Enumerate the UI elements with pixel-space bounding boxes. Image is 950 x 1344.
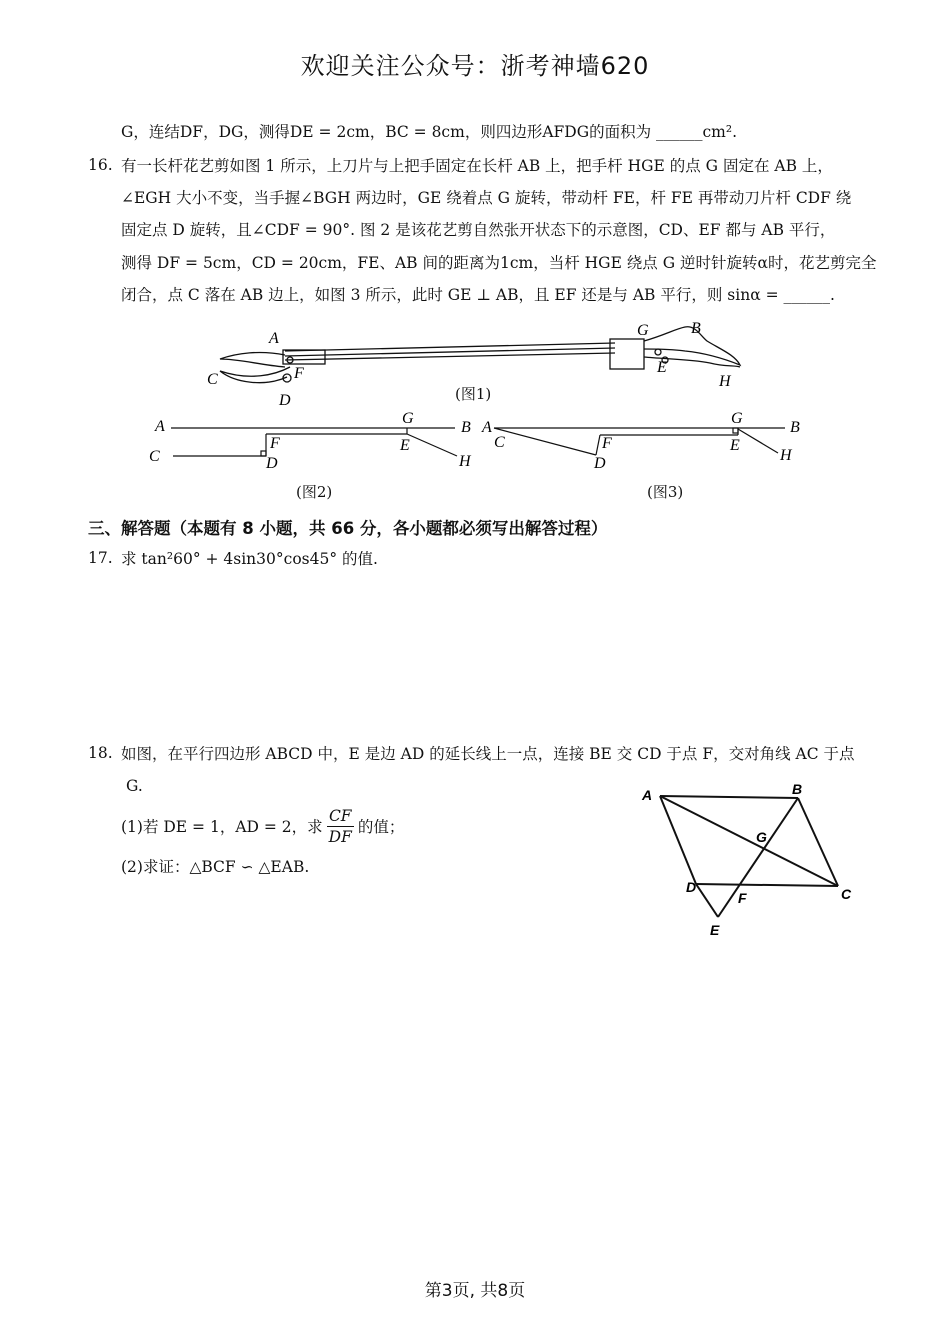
q18-number: 18. bbox=[88, 744, 113, 762]
fig1-label-D: D bbox=[279, 392, 291, 409]
q18-fraction bbox=[327, 806, 354, 847]
page-number-footer: 第3页, 共8页 bbox=[424, 1281, 526, 1301]
fig3-caption: (图3) bbox=[647, 483, 684, 501]
fig2-label-E: E bbox=[400, 437, 410, 454]
q18-fig-label-C: C bbox=[841, 886, 852, 902]
fig1-label-E: E bbox=[657, 359, 667, 376]
fig3-label-F: F bbox=[602, 435, 612, 452]
q18-part1-suffix: 的值； bbox=[357, 817, 405, 836]
fig3-label-A: A bbox=[482, 419, 492, 436]
fig2-label-F: F bbox=[270, 435, 280, 452]
fig1-label-G: G bbox=[637, 322, 649, 339]
q18-fig-label-B: B bbox=[792, 782, 803, 797]
q18-fraction-denominator: DF bbox=[328, 828, 352, 846]
fig1-label-F: F bbox=[294, 365, 304, 382]
q16-line-4: 测得 DF = 5cm，CD = 20cm，FE、AB 间的距离为1cm，当杆 HGE 绕点 G 逆时针旋转α时，花艺剪完全 bbox=[121, 254, 877, 272]
fig3-label-H: H bbox=[780, 447, 792, 464]
q16-line-1: 有一长杆花艺剪如图 1 所示，上刀片与上把手固定在长杆 AB 上，把手杆 HGE 的点 G 固定在 AB 上， bbox=[121, 157, 833, 175]
q18-fig-label-F: F bbox=[738, 890, 747, 906]
q16-line-3: 固定点 D 旋转，且∠CDF = 90°. 图 2 是该花艺剪自然张开状态下的示意图，CD、EF 都与 AB 平行， bbox=[121, 221, 836, 239]
fig2-label-H: H bbox=[459, 453, 471, 470]
q15-continuation: G，连结DF，DG，测得DE = 2cm，BC = 8cm，则四边形AFDG的面积为 ______cm². bbox=[121, 123, 738, 141]
q18-part1-prefix: (1)若 DE = 1，AD = 2，求 bbox=[121, 817, 323, 836]
fig1-caption: (图1) bbox=[455, 385, 492, 403]
fig3-label-E: E bbox=[730, 437, 740, 454]
q18-fraction-numerator: CF bbox=[327, 806, 354, 827]
q18-fig-label-G: G bbox=[756, 829, 767, 845]
q18-fig-label-D: D bbox=[686, 879, 697, 895]
section-3-title: 三、解答题（本题有 8 小题，共 66 分，各小题都必须写出解答过程） bbox=[88, 519, 608, 538]
q17-text: 求 tan²60° + 4sin30°cos45° 的值. bbox=[121, 550, 378, 568]
q18-part-1 bbox=[121, 806, 404, 847]
fig2-label-G: G bbox=[402, 410, 414, 427]
q16-line-2: ∠EGH 大小不变，当手握∠BGH 两边时，GE 绕着点 G 旋转，带动杆 FE，杆 FE 再带动刀片杆 CDF 绕 bbox=[121, 189, 852, 207]
q18-part-2: (2)求证：△BCF ∽ △EAB. bbox=[121, 858, 310, 876]
q18-line-1: 如图，在平行四边形 ABCD 中，E 是边 AD 的延长线上一点，连接 BE 交 CD 于点 F，交对角线 AC 于点 bbox=[121, 745, 855, 763]
fig2-caption: (图2) bbox=[296, 483, 333, 501]
fig2-label-A: A bbox=[155, 418, 165, 435]
q18-figure bbox=[638, 782, 863, 942]
fig1-label-A: A bbox=[269, 330, 279, 347]
fig2-label-B: B bbox=[461, 419, 471, 436]
fig2-label-C: C bbox=[149, 448, 160, 465]
fig3-label-G: G bbox=[731, 410, 743, 427]
q16-figure-3 bbox=[480, 405, 805, 475]
q18-fig-label-A: A bbox=[642, 787, 653, 803]
fig1-label-H: H bbox=[719, 373, 731, 390]
fig3-label-B: B bbox=[790, 419, 800, 436]
q17-number: 17. bbox=[88, 549, 113, 567]
fig3-label-D: D bbox=[594, 455, 606, 472]
q18-fig-label-E: E bbox=[710, 922, 720, 938]
q18-line-2: G. bbox=[126, 777, 143, 795]
fig2-label-D: D bbox=[266, 455, 278, 472]
q16-number: 16. bbox=[88, 156, 113, 174]
fig1-label-B: B bbox=[691, 320, 701, 337]
page-header-title: 欢迎关注公众号：浙考神墙620 bbox=[300, 52, 650, 80]
fig3-label-C: C bbox=[494, 434, 505, 451]
q16-figure-2 bbox=[145, 405, 490, 475]
fig1-label-C: C bbox=[207, 371, 218, 388]
q16-line-5: 闭合，点 C 落在 AB 边上，如图 3 所示，此时 GE ⊥ AB，且 EF 还是与 AB 平行，则 sinα = ______. bbox=[121, 286, 835, 304]
